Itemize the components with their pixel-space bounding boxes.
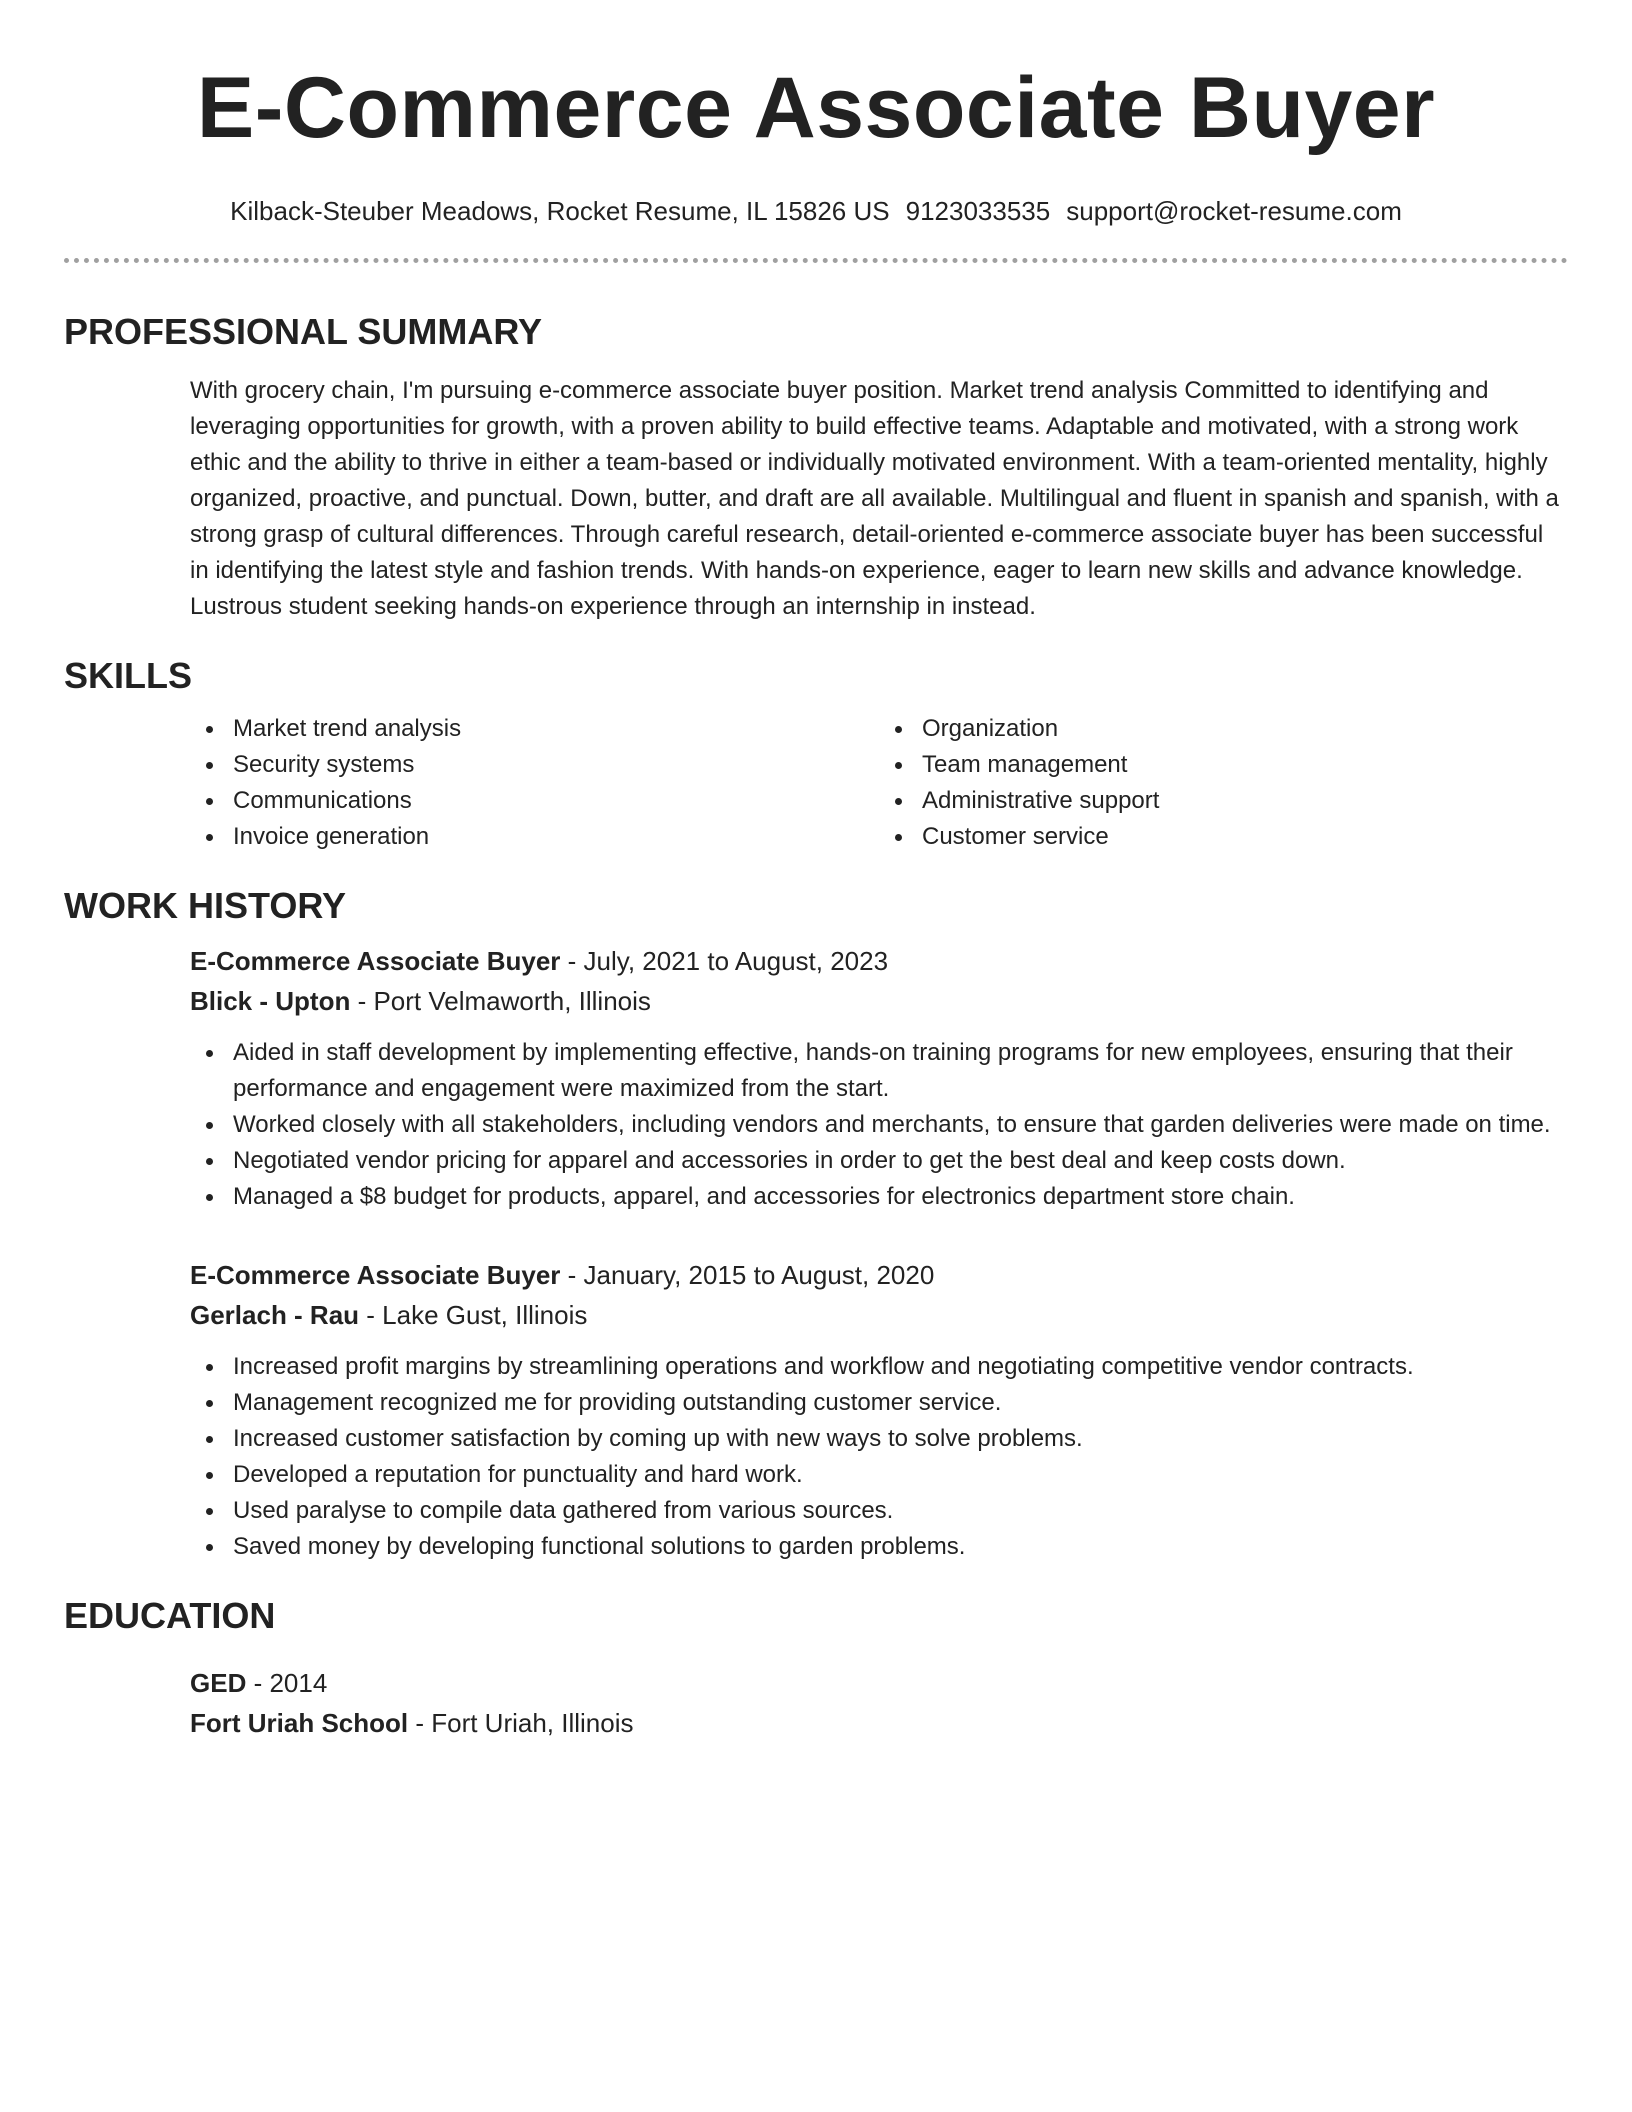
duty-item: Management recognized me for providing outstanding customer service. bbox=[190, 1385, 1568, 1421]
duty-item: Developed a reputation for punctuality and hard work. bbox=[190, 1457, 1568, 1493]
job-company: Gerlach - Rau bbox=[190, 1300, 360, 1330]
education-location: - Fort Uriah, Illinois bbox=[408, 1708, 634, 1738]
duty-item: Increased profit margins by streamlining operations and workflow and negotiating competitive vendor contracts. bbox=[190, 1349, 1568, 1385]
skill-item: Market trend analysis bbox=[190, 711, 879, 747]
duty-item: Aided in staff development by implementing effective, hands-on training programs for new employees, ensuring that their performance and engagement were maximized from the start. bbox=[190, 1035, 1568, 1107]
job-title-line bbox=[190, 1255, 1568, 1295]
skill-item: Invoice generation bbox=[190, 819, 879, 855]
skill-item: Organization bbox=[879, 711, 1568, 747]
education-degree-line bbox=[190, 1663, 1568, 1703]
duty-item: Used paralyse to compile data gathered from various sources. bbox=[190, 1493, 1568, 1529]
job-dates: - July, 2021 to August, 2023 bbox=[560, 946, 889, 976]
education-section bbox=[64, 1595, 1568, 1743]
duty-item: Managed a $8 budget for products, apparel, and accessories for electronics department store chain. bbox=[190, 1179, 1568, 1215]
skill-item: Communications bbox=[190, 783, 879, 819]
candidate-title: E-Commerce Associate Buyer bbox=[196, 60, 1436, 156]
job-location: - Lake Gust, Illinois bbox=[359, 1300, 588, 1330]
contact-email: support@rocket-resume.com bbox=[1066, 196, 1402, 226]
duty-item: Worked closely with all stakeholders, including vendors and merchants, to ensure that garden deliveries were made on time. bbox=[190, 1107, 1568, 1143]
skills-heading: SKILLS bbox=[64, 655, 193, 696]
skill-item: Administrative support bbox=[879, 783, 1568, 819]
skills-column-left bbox=[190, 711, 879, 855]
job-entry bbox=[190, 941, 1568, 1215]
job-role: E-Commerce Associate Buyer bbox=[190, 1260, 561, 1290]
summary-heading: PROFESSIONAL SUMMARY bbox=[64, 311, 543, 352]
education-heading: EDUCATION bbox=[64, 1595, 276, 1636]
job-location: - Port Velmaworth, Illinois bbox=[350, 986, 651, 1016]
skills-section bbox=[64, 655, 1568, 855]
job-role: E-Commerce Associate Buyer bbox=[190, 946, 561, 976]
duty-item: Saved money by developing functional solutions to garden problems. bbox=[190, 1529, 1568, 1565]
header-divider bbox=[64, 258, 1568, 263]
contact-line bbox=[64, 194, 1568, 228]
contact-address: Kilback-Steuber Meadows, Rocket Resume, IL 15826 US bbox=[230, 196, 890, 226]
contact-phone: 9123033535 bbox=[905, 196, 1051, 226]
resume-header bbox=[64, 0, 1568, 263]
skill-item: Customer service bbox=[879, 819, 1568, 855]
job-dates: - January, 2015 to August, 2020 bbox=[560, 1260, 935, 1290]
education-year: - 2014 bbox=[246, 1668, 328, 1698]
summary-text: With grocery chain, I'm pursuing e-commerce associate buyer position. Market trend analysis Committed to identifying and leveraging opportunities for growth, with a proven ability to build effective teams. Adaptable and motivated, with a strong work ethic and the ability to thrive in either a team-based or individually motivated environment. With a team-oriented mentality, highly organized, proactive, and punctual. Down, butter, and draft are all available. Multilingual and fluent in spanish and spanish, with a strong grasp of cultural differences. Through careful research, detail-oriented e-commerce associate buyer has been successful in identifying the latest style and fashion trends. With hands-on experience, eager to learn new skills and advance knowledge. Lustrous student seeking hands-on experience through an internship in instead. bbox=[190, 377, 1559, 620]
skills-column-right bbox=[879, 711, 1568, 855]
education-degree: GED bbox=[190, 1668, 247, 1698]
duty-item: Increased customer satisfaction by coming up with new ways to solve problems. bbox=[190, 1421, 1568, 1457]
work-history-section bbox=[64, 885, 1568, 1565]
job-duties bbox=[190, 1035, 1568, 1215]
skill-item: Team management bbox=[879, 747, 1568, 783]
duty-item: Negotiated vendor pricing for apparel and accessories in order to get the best deal and keep costs down. bbox=[190, 1143, 1568, 1179]
job-entry bbox=[190, 1255, 1568, 1565]
summary-section bbox=[64, 311, 1568, 625]
job-company: Blick - Upton bbox=[190, 986, 351, 1016]
skills-list bbox=[64, 711, 1568, 855]
job-duties bbox=[190, 1349, 1568, 1565]
job-company-line bbox=[190, 1295, 1568, 1335]
skill-item: Security systems bbox=[190, 747, 879, 783]
work-history-heading: WORK HISTORY bbox=[64, 885, 347, 926]
education-school-line bbox=[190, 1703, 1568, 1743]
job-company-line bbox=[190, 981, 1568, 1021]
education-school: Fort Uriah School bbox=[190, 1708, 409, 1738]
job-title-line bbox=[190, 941, 1568, 981]
